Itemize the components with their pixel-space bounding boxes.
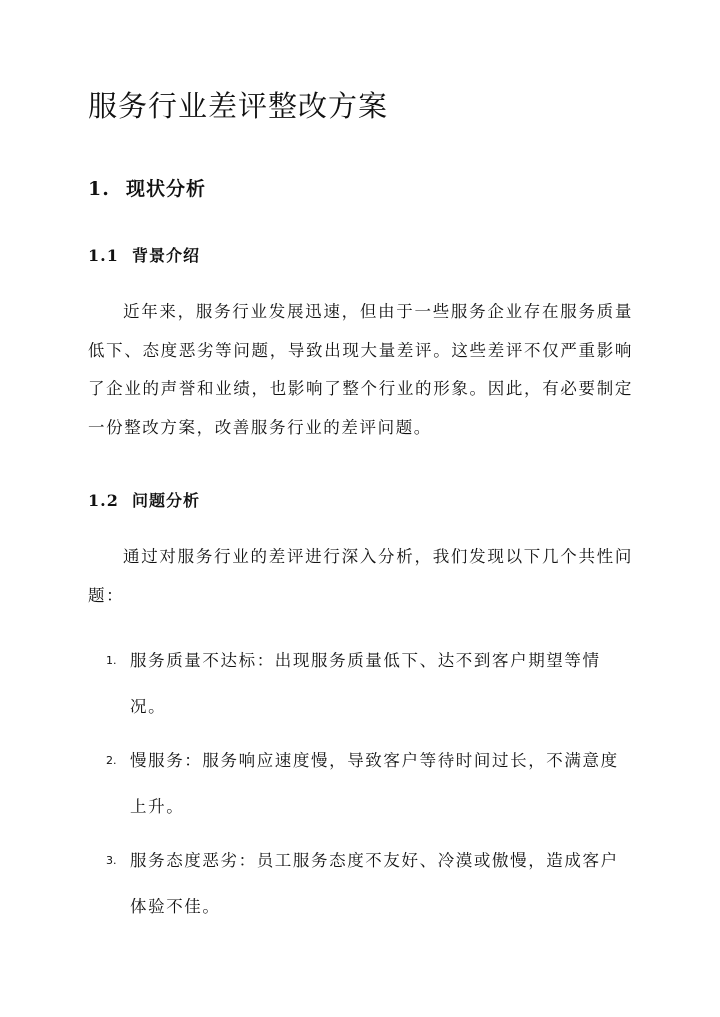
- list-item-number: 1.: [106, 654, 117, 667]
- list-item-number: 3.: [106, 854, 117, 867]
- list-item: [106, 638, 626, 730]
- list-item: [106, 838, 626, 930]
- subsection-title: 背景介绍: [132, 246, 201, 265]
- subsection-heading-background: [88, 243, 200, 269]
- section-heading-1: [88, 174, 206, 204]
- list-item-text: 服务质量不达标：出现服务质量低下、达不到客户期望等情况。: [130, 651, 601, 716]
- subsection-number: 1.1: [88, 246, 119, 265]
- problems-list: [106, 638, 626, 938]
- document-title: 服务行业差评整改方案: [88, 89, 389, 123]
- subsection-title: 问题分析: [132, 491, 201, 510]
- section-title: 现状分析: [126, 178, 207, 200]
- list-item-number: 2.: [106, 754, 117, 767]
- problems-intro-paragraph: 通过对服务行业的差评进行深入分析，我们发现以下几个共性问题：: [88, 547, 633, 605]
- list-item: [106, 738, 626, 830]
- list-item-text: 服务态度恶劣：员工服务态度不友好、冷漠或傲慢，造成客户体验不佳。: [130, 851, 619, 916]
- subsection-heading-problems: [88, 488, 200, 514]
- subsection-number: 1.2: [88, 491, 119, 510]
- section-number: 1.: [88, 178, 110, 200]
- list-item-text: 慢服务：服务响应速度慢，导致客户等待时间过长，不满意度上升。: [130, 751, 619, 816]
- background-paragraph: 近年来，服务行业发展迅速，但由于一些服务企业存在服务质量低下、态度恶劣等问题，导致出现大量差评。这些差评不仅严重影响了企业的声誉和业绩，也影响了整个行业的形象。因此，有必要制定一份整改方案，改善服务行业的差评问题。: [88, 302, 633, 437]
